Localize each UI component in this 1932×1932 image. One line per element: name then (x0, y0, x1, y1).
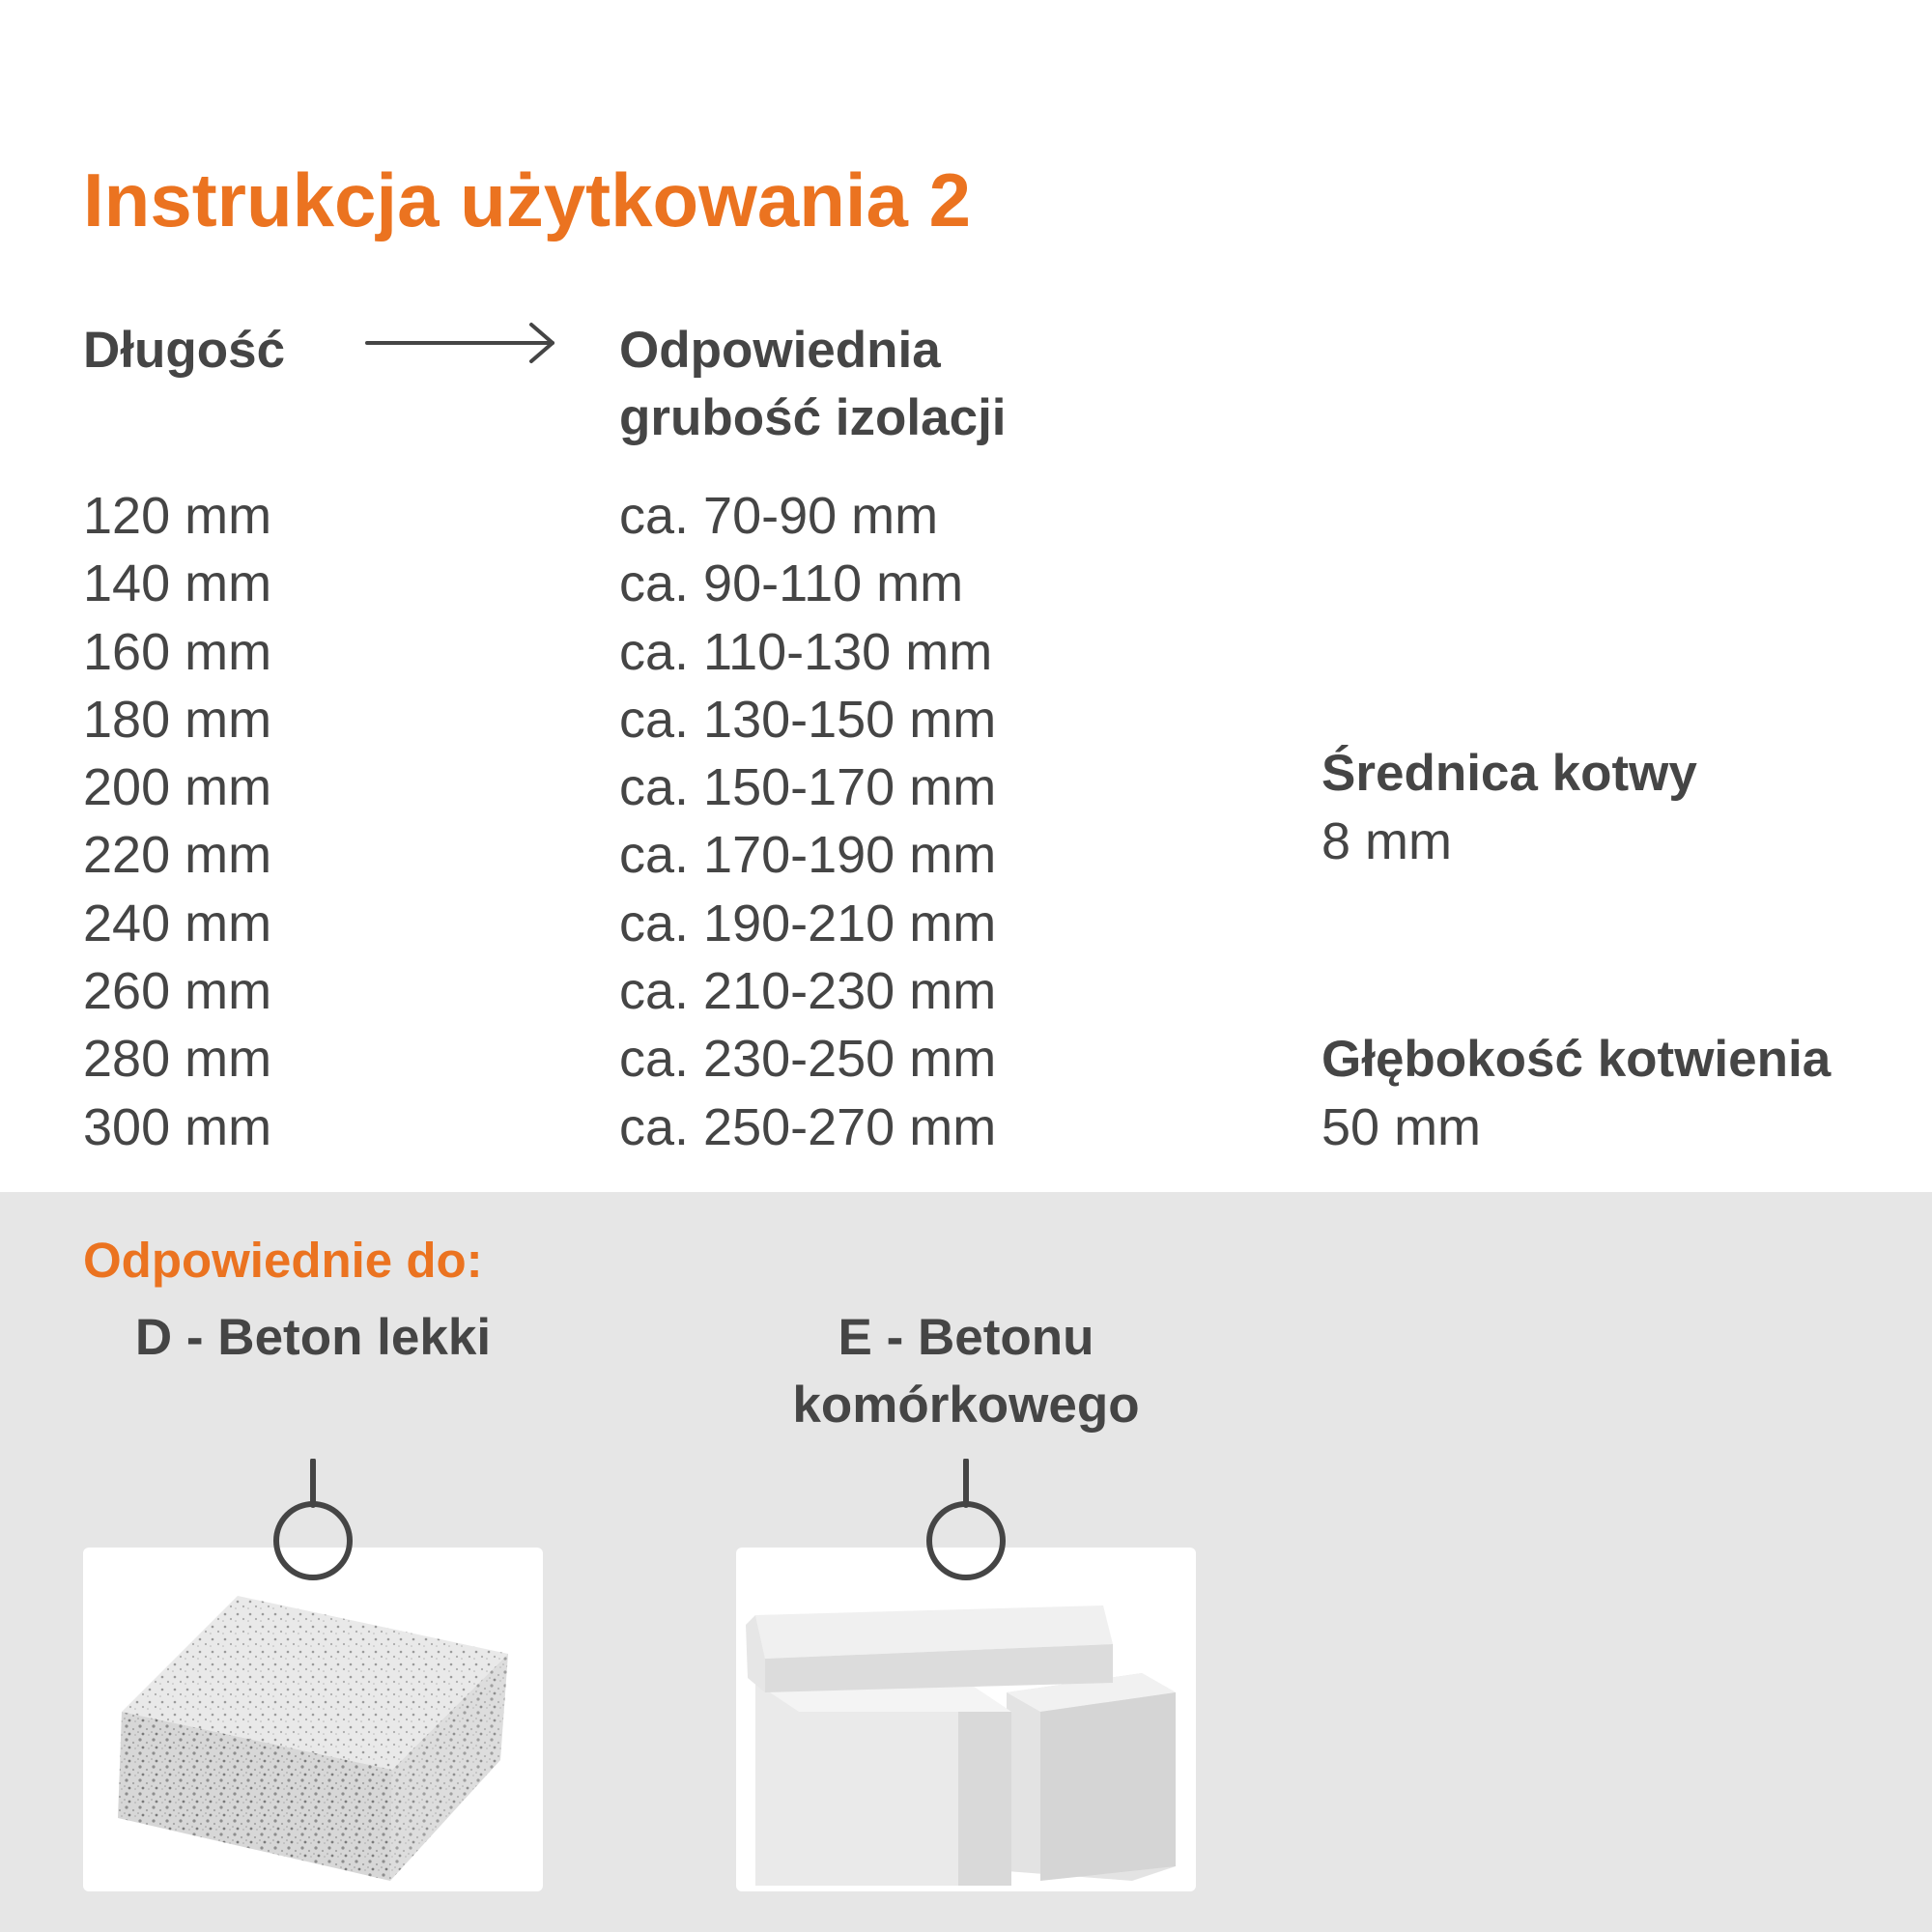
list-item: 140 mm (83, 554, 272, 613)
anchor-depth-label: Głębokość kotwienia (1321, 1031, 1832, 1088)
thickness-header-line2: grubość izolacji (619, 389, 1007, 446)
length-header: Długość (83, 322, 286, 379)
aerated-concrete-blocks-icon (736, 1548, 1196, 1891)
hanger-ring-icon (923, 1459, 1009, 1584)
list-item: 160 mm (83, 622, 272, 681)
list-item: ca. 250-270 mm (619, 1097, 997, 1156)
list-item: 260 mm (83, 962, 272, 1021)
list-item: ca. 230-250 mm (619, 1030, 997, 1089)
lightweight-concrete-block-icon (83, 1548, 543, 1891)
material-e-title (736, 1304, 1196, 1439)
list-item: ca. 130-150 mm (619, 690, 997, 749)
thickness-header-line1: Odpowiednia (619, 322, 941, 379)
thickness-list (619, 482, 996, 1161)
anchor-depth-value: 50 mm (1321, 1098, 1482, 1156)
list-item: 220 mm (83, 826, 272, 885)
list-item: 120 mm (83, 487, 272, 545)
list-item: ca. 90-110 mm (619, 554, 964, 613)
material-d-card (83, 1548, 543, 1891)
list-item: ca. 150-170 mm (619, 758, 997, 817)
arrow-right-icon (365, 319, 558, 367)
page-title: Instrukcja użytkowania 2 (83, 157, 971, 242)
material-d-title: D - Beton lekki (134, 1309, 492, 1366)
length-list (83, 482, 271, 1161)
list-item: ca. 170-190 mm (619, 826, 997, 885)
list-item: 300 mm (83, 1097, 272, 1156)
list-item: 200 mm (83, 758, 272, 817)
list-item: 240 mm (83, 894, 272, 952)
list-item: ca. 190-210 mm (619, 894, 997, 952)
anchor-diameter-value: 8 mm (1321, 812, 1452, 870)
hanger-ring-icon (270, 1459, 356, 1584)
material-e-title-line2: komórkowego (792, 1377, 1140, 1434)
list-item: 180 mm (83, 690, 272, 749)
list-item: 280 mm (83, 1030, 272, 1089)
material-e-title-line1: E - Betonu (838, 1309, 1094, 1366)
anchor-diameter-label: Średnica kotwy (1321, 745, 1697, 802)
list-item: ca. 110-130 mm (619, 622, 993, 681)
list-item: ca. 70-90 mm (619, 487, 939, 545)
suitable-heading: Odpowiednie do: (83, 1233, 483, 1288)
material-e-card (736, 1548, 1196, 1891)
thickness-header (619, 317, 1007, 452)
list-item: ca. 210-230 mm (619, 962, 997, 1021)
